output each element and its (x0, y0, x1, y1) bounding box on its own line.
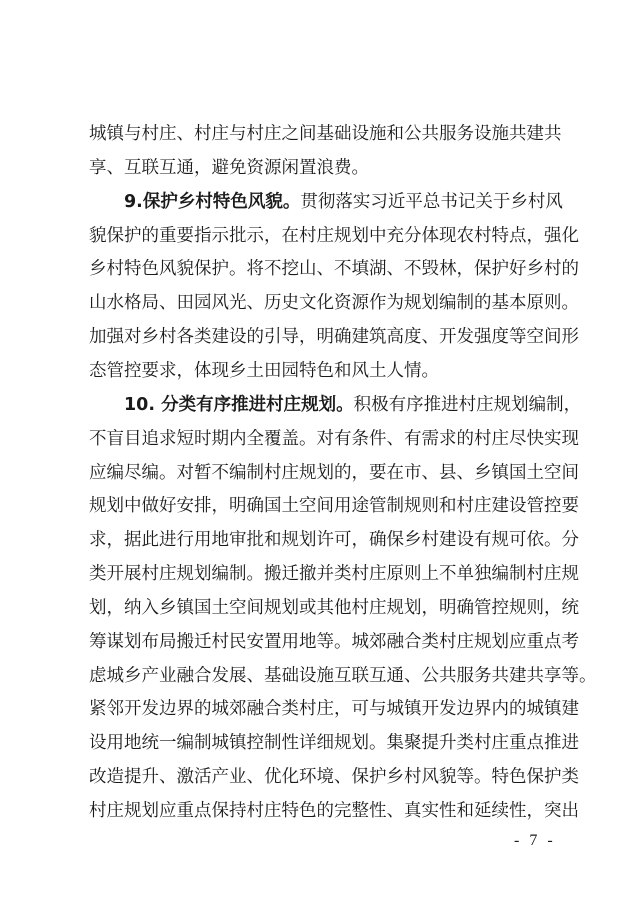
paragraph-line: 筹谋划布局搬迁村民安置用地等。城郊融合类村庄规划应重点考 (89, 632, 579, 652)
paragraph-line: 加强对乡村各类建设的引导，明确建筑高度、开发强度等空间形 (89, 327, 579, 347)
paragraph-line: 态管控要求，体现乡土田园特色和风土人情。 (89, 361, 439, 381)
section-heading: 10. 分类有序推进村庄规划。 (124, 395, 354, 415)
paragraph-line: 不盲目追求短时期内全覆盖。对有条件、有需求的村庄尽快实现 (89, 429, 579, 449)
paragraph-line: 改造提升、激活产业、优化环境、保护乡村风貌等。特色保护类 (89, 767, 579, 787)
paragraph-line: 城镇与村庄、村庄与村庄之间基础设施和公共服务设施共建共 (89, 124, 562, 144)
paragraph-text: 贯彻落实习近平总书记关于乡村风 (300, 192, 563, 212)
paragraph-line-with-heading (124, 191, 563, 213)
paragraph-text: 积极有序推进村庄规划编制， (353, 395, 582, 415)
page-number: - 7 - (514, 832, 556, 849)
paragraph-line: 村庄规划应重点保持村庄特色的完整性、真实性和延续性，突出 (89, 801, 579, 821)
paragraph-line: 紧邻开发边界的城郊融合类村庄，可与城镇开发边界内的城镇建 (89, 699, 579, 719)
paragraph-line: 貌保护的重要指示批示，在村庄规划中充分体现农村特点，强化 (89, 226, 579, 246)
paragraph-line: 划，纳入乡镇国土空间规划或其他村庄规划，明确管控规则，统 (89, 598, 579, 618)
paragraph-line: 设用地统一编制城镇控制性详细规划。集聚提升类村庄重点推进 (89, 733, 579, 753)
paragraph-line: 求，据此进行用地审批和规划许可，确保乡村建设有规可依。分 (89, 530, 579, 550)
paragraph-line: 规划中做好安排，明确国土空间用途管制规则和村庄建设管控要 (89, 496, 579, 516)
paragraph-line: 应编尽编。对暂不编制村庄规划的，要在市、县、乡镇国土空间 (89, 463, 579, 483)
paragraph-line: 虑城乡产业融合发展、基础设施互联互通、公共服务共建共享等。 (89, 666, 597, 686)
paragraph-line: 山水格局、田园风光、历史文化资源作为规划编制的基本原则。 (89, 293, 579, 313)
paragraph-line-with-heading (124, 394, 582, 416)
section-heading: 9.保护乡村特色风貌。 (124, 192, 301, 212)
paragraph-line: 类开展村庄规划编制。搬迁撤并类村庄原则上不单独编制村庄规 (89, 564, 579, 584)
paragraph-line: 乡村特色风貌保护。将不挖山、不填湖、不毁林，保护好乡村的 (89, 259, 579, 279)
paragraph-line: 享、互联互通，避免资源闲置浪费。 (89, 158, 369, 178)
